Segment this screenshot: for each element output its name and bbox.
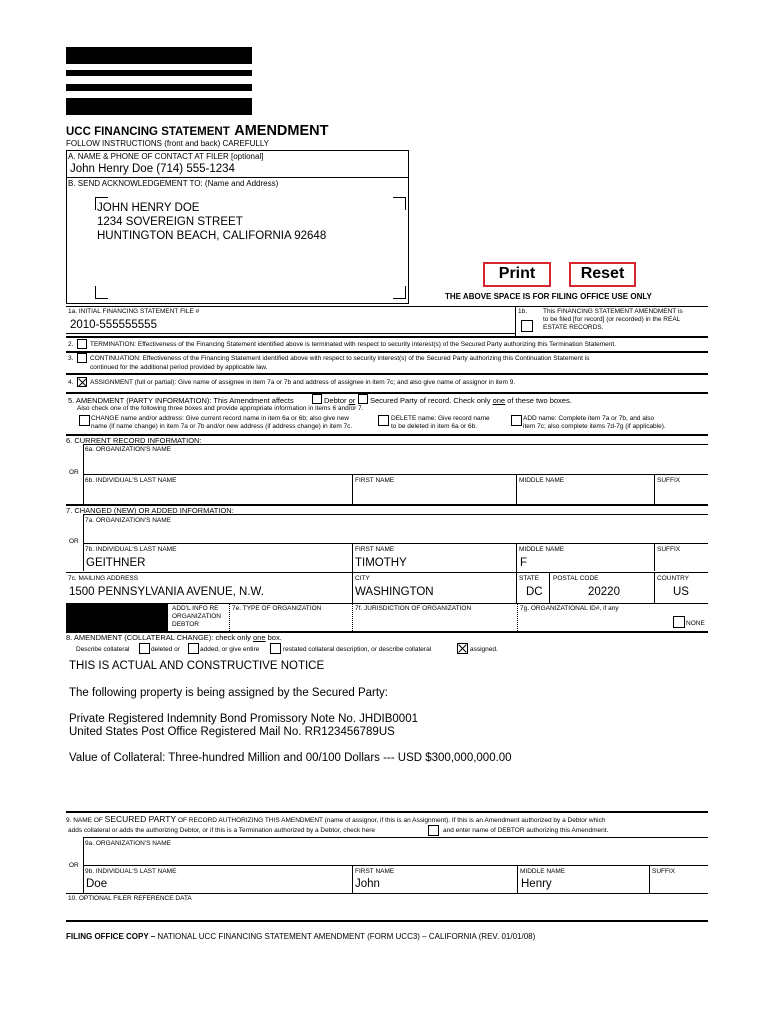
collateral-line-3[interactable]: Private Registered Indemnity Bond Promissory Note No. JHDIB0001 [69, 713, 418, 725]
item-7b-middle-value[interactable]: F [520, 557, 528, 569]
assignment-checkbox[interactable] [77, 377, 87, 387]
contact-b-label: B. SEND ACKNOWLEDGEMENT TO: (Name and Address) [68, 179, 279, 188]
item-9b-first-value[interactable]: John [355, 878, 380, 890]
item-7b-middle-label: MIDDLE NAME [519, 546, 565, 553]
assigned-label: assigned. [470, 646, 498, 653]
continuation-line-1: CONTINUATION: Effectiveness of the Financing Statement identified above with respect to security interest(s) of the Secured Party authorizing this Continuation Statement is [90, 355, 590, 362]
none-label: NONE [686, 620, 705, 627]
added-checkbox[interactable] [188, 643, 199, 654]
item-1b-line-2: to be filed [for record] (or recorded) in the REAL [543, 316, 681, 323]
contact-a-value[interactable]: John Henry Doe (714) 555-1234 [70, 163, 235, 175]
item-7c-country-label: COUNTRY [657, 575, 690, 582]
item-7c-state-value[interactable]: DC [526, 586, 543, 598]
deleted-label: deleted or [151, 646, 180, 653]
item-9a-label: 9a. ORGANIZATION'S NAME [85, 840, 171, 847]
item-7e-label: 7e. TYPE OF ORGANIZATION [232, 605, 322, 612]
item-8-title: 8. AMENDMENT (COLLATERAL CHANGE): check only one box. [66, 633, 282, 642]
item-7c-country-value[interactable]: US [673, 586, 689, 598]
item-9b-last-label: 9b. INDIVIDUAL'S LAST NAME [85, 868, 177, 875]
item-7b-last-value[interactable]: GEITHNER [86, 557, 146, 569]
item-10-label: 10. OPTIONAL FILER REFERENCE DATA [68, 895, 192, 902]
item-7b-first-value[interactable]: TIMOTHY [355, 557, 407, 569]
item-6a-label: 6a. ORGANIZATION'S NAME [85, 446, 171, 453]
continuation-checkbox[interactable] [77, 353, 87, 363]
item-9-line-2a: adds collateral or adds the authorizing Debtor, or if this is a Termination authorized by a Debtor, check here [68, 827, 375, 834]
add-line-2: item 7c; also complete items 7d-7g (if applicable). [523, 423, 666, 430]
collateral-line-4[interactable]: United States Post Office Registered Mail No. RR123456789US [69, 726, 395, 738]
item-7f-label: 7f. JURISDICTION OF ORGANIZATION [355, 605, 472, 612]
item-7-title: 7. CHANGED (NEW) OR ADDED INFORMATION: [66, 506, 234, 515]
item-6-title: 6. CURRENT RECORD INFORMATION: [66, 436, 202, 445]
item-7c-mailing-label: 7c. MAILING ADDRESS [68, 575, 139, 582]
address-line-3[interactable]: HUNTINGTON BEACH, CALIFORNIA 92648 [97, 230, 327, 242]
form-title [66, 122, 328, 140]
instructions-text: FOLLOW INSTRUCTIONS (front and back) CAREFULLY [66, 139, 270, 148]
item-3-number: 3. [68, 355, 74, 362]
describe-collateral-label: Describe collateral [76, 646, 130, 653]
form-title-prefix: UCC FINANCING STATEMENT [66, 126, 230, 138]
item-1b-checkbox[interactable] [521, 320, 533, 332]
item-1b-line-3: ESTATE RECORDS. [543, 324, 604, 331]
item-9b-first-label: FIRST NAME [355, 868, 395, 875]
delete-line-1: DELETE name: Give record name [391, 415, 490, 422]
item-7c-state-label: STATE [519, 575, 539, 582]
item-5-line-2: Also check one of the following three boxes and provide appropriate information in items 6 and/or 7. [77, 405, 364, 412]
item-9-line-2b: and enter name of DEBTOR authorizing this Amendment. [443, 827, 609, 834]
deleted-checkbox[interactable] [139, 643, 150, 654]
item-9b-suffix-label: SUFFIX [652, 868, 676, 875]
delete-checkbox[interactable] [378, 415, 389, 426]
filing-office-note: THE ABOVE SPACE IS FOR FILING OFFICE USE ONLY [445, 292, 652, 301]
footer-text [66, 932, 535, 942]
item-9b-last-value[interactable]: Doe [86, 878, 108, 890]
item-6-or: OR [69, 469, 79, 476]
item-7d-addl-label: ADD'L INFO RE ORGANIZATION DEBTOR [172, 605, 221, 628]
item-7c-city-label: CITY [355, 575, 370, 582]
collateral-line-1[interactable]: THIS IS ACTUAL AND CONSTRUCTIVE NOTICE [69, 660, 325, 672]
change-checkbox[interactable] [79, 415, 90, 426]
item-6b-last-label: 6b. INDIVIDUAL'S LAST NAME [85, 477, 177, 484]
continuation-line-2: continued for the additional period provided by applicable law. [90, 364, 268, 371]
item-5-line-1 [68, 396, 294, 405]
item-6b-suffix-label: SUFFIX [657, 477, 681, 484]
footer-bold: FILING OFFICE COPY – [66, 932, 156, 941]
added-label: added, or give entire [200, 646, 260, 653]
termination-checkbox[interactable] [77, 339, 87, 349]
item-9-or: OR [69, 862, 79, 869]
item-9b-middle-label: MIDDLE NAME [520, 868, 566, 875]
item-7g-label: 7g. ORGANIZATIONAL ID#, if any [520, 605, 619, 612]
footer-rest: NATIONAL UCC FINANCING STATEMENT AMENDMENT (FORM UCC3) – CALIFORNIA (REV. 01/01/08) [155, 932, 536, 941]
item-1b-line-1: This FINANCING STATEMENT AMENDMENT is [543, 308, 683, 315]
item-7c-postal-label: POSTAL CODE [553, 575, 599, 582]
item-1a-label: 1a. INITIAL FINANCING STATEMENT FILE # [68, 308, 200, 315]
assigned-checkbox[interactable] [457, 643, 468, 654]
form-title-main: AMENDMENT [234, 123, 329, 139]
secured-party-checkbox[interactable] [358, 394, 368, 404]
item-7b-suffix-label: SUFFIX [657, 546, 681, 553]
none-checkbox[interactable] [673, 616, 685, 628]
item-7c-postal-value[interactable]: 20220 [588, 586, 620, 598]
contact-a-label: A. NAME & PHONE OF CONTACT AT FILER [optional] [68, 152, 264, 161]
change-line-2: name (if name change) in item 7a or 7b and/or new address (if address change) in item 7c. [91, 423, 353, 430]
collateral-line-5[interactable]: Value of Collateral: Three-hundred Million and 00/100 Dollars --- USD $300,000,000.00 [69, 752, 512, 764]
item-7b-last-label: 7b. INDIVIDUAL'S LAST NAME [85, 546, 177, 553]
item-6b-middle-label: MIDDLE NAME [519, 477, 565, 484]
collateral-line-2[interactable]: The following property is being assigned by the Secured Party: [69, 687, 388, 699]
item-6b-first-label: FIRST NAME [355, 477, 395, 484]
reset-button[interactable]: Reset [569, 262, 636, 287]
item-7-or: OR [69, 538, 79, 545]
address-line-2[interactable]: 1234 SOVEREIGN STREET [97, 216, 243, 228]
item-4-number: 4. [68, 379, 74, 386]
redacted-block [66, 604, 168, 631]
secured-party-label: Secured Party of record. Check only one of these two boxes. [370, 396, 572, 405]
assignment-text: ASSIGNMENT (full or partial): Give name of assignee in item 7a or 7b and address of assignee in item 7c; and also give name of assignor in item 9. [90, 379, 516, 386]
item-7c-city-value[interactable]: WASHINGTON [355, 586, 434, 598]
print-button[interactable]: Print [483, 262, 551, 287]
restated-label: restated collateral description, or describe collateral [283, 646, 432, 653]
restated-checkbox[interactable] [270, 643, 281, 654]
item-2-number: 2. [68, 341, 74, 348]
debtor-authorizing-checkbox[interactable] [428, 825, 439, 836]
address-line-1[interactable]: JOHN HENRY DOE [97, 202, 200, 214]
item-1b-number: 1b. [518, 308, 528, 315]
item-9-line-1: 9. NAME OF SECURED PARTY OF RECORD AUTHORIZING THIS AMENDMENT (name of assignor, if this is an Assignment). If this is an Amendment authorized by a Debtor which [66, 814, 606, 824]
item-7b-first-label: FIRST NAME [355, 546, 395, 553]
change-line-1: CHANGE name and/or address: Give current record name in item 6a or 6b; also give new [91, 415, 349, 422]
add-checkbox[interactable] [511, 415, 522, 426]
item-5-title: 5. AMENDMENT (PARTY INFORMATION): This Amendment affects [68, 396, 294, 405]
add-line-1: ADD name: Complete item 7a or 7b, and also [523, 415, 655, 422]
termination-text: TERMINATION: Effectiveness of the Financing Statement identified above is terminated with respect to security interest(s) of the Secured Party authorizing this Termination Statement. [90, 341, 617, 348]
debtor-label: Debtor or [324, 396, 356, 405]
item-9b-middle-value[interactable]: Henry [521, 878, 552, 890]
item-1a-value[interactable]: 2010-555555555 [70, 319, 157, 331]
item-7c-mailing-value[interactable]: 1500 PENNSYLVANIA AVENUE, N.W. [69, 586, 264, 598]
debtor-checkbox[interactable] [312, 394, 322, 404]
item-7a-label: 7a. ORGANIZATION'S NAME [85, 517, 171, 524]
delete-line-2: to be deleted in item 6a or 6b. [391, 423, 478, 430]
